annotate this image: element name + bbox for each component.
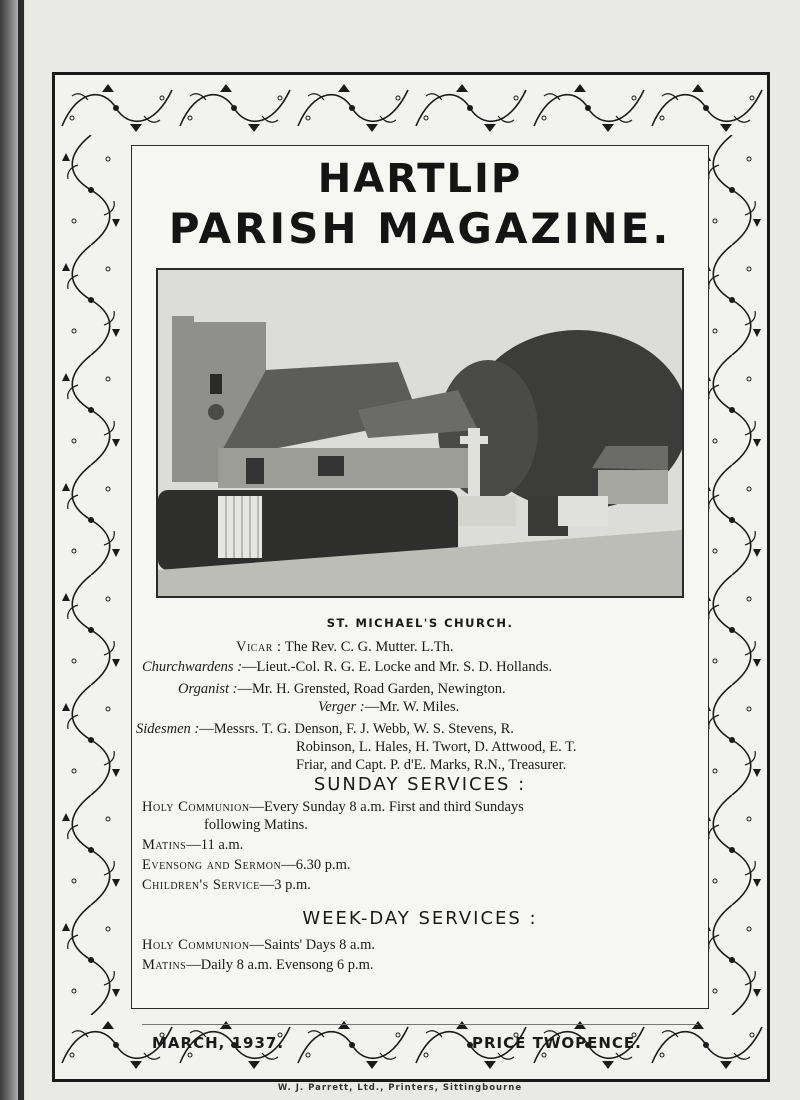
content-panel (131, 145, 709, 1052)
photo-caption: ST. MICHAEL'S CHURCH. (326, 616, 514, 630)
weekday-matins-label: Matins (142, 957, 187, 973)
vicar-line (236, 638, 454, 656)
churchwardens-label: Churchwardens : (142, 659, 243, 675)
church-photograph (156, 268, 684, 598)
floral-ornament-top (58, 78, 764, 138)
sidesmen-names-3: Friar, and Capt. P. d'E. Marks, R.N., Treasurer. (296, 757, 567, 773)
vicar-label: Vicar : (236, 639, 282, 655)
issue-date: MARCH, 1937. (152, 1034, 285, 1052)
weekday-matins-times: —Daily 8 a.m. Evensong 6 p.m. (186, 957, 374, 973)
organist-line (178, 680, 506, 698)
childrens-service-line (142, 876, 311, 894)
sunday-evensong-line (142, 856, 351, 874)
weekday-matins-line (142, 956, 374, 974)
childrens-service-label: Children's Service (142, 877, 260, 893)
masthead-line-2: PARISH MAGAZINE. (168, 204, 672, 253)
sunday-holy-communion-label: Holy Communion (142, 799, 250, 815)
sidesmen-label: Sidesmen : (136, 721, 200, 737)
vicar-name: The Rev. C. G. Mutter. L.Th. (284, 639, 454, 655)
sunday-matins-label: Matins (142, 837, 187, 853)
weekday-holy-communion-line (142, 936, 375, 954)
organist-label: Organist : (178, 681, 238, 697)
page-edge (18, 0, 24, 1100)
sunday-holy-communion-times: —Every Sunday 8 a.m. First and third Sundays (249, 799, 524, 815)
verger-name: —Mr. W. Miles. (364, 699, 460, 715)
sunday-holy-communion-line (142, 798, 524, 816)
sunday-matins-time: —11 a.m. (186, 837, 244, 853)
sidesmen-line-1 (136, 720, 514, 738)
printer-imprint: W. J. Parrett, Ltd., Printers, Sittingbourne (277, 1083, 523, 1093)
sidesmen-names-1: —Messrs. T. G. Denson, F. J. Webb, W. S. Stevens, R. (199, 721, 514, 737)
weekday-holy-communion-times: —Saints' Days 8 a.m. (249, 937, 375, 953)
ornamental-border-frame (52, 72, 770, 1082)
churchwardens-names: —Lieut.-Col. R. G. E. Locke and Mr. S. D. Hollands. (242, 659, 553, 675)
weekday-services-heading: WEEK-DAY SERVICES : (302, 908, 538, 929)
churchwardens-line (142, 658, 552, 676)
sunday-evensong-label: Evensong and Sermon (142, 857, 282, 873)
sunday-services-heading: SUNDAY SERVICES : (313, 774, 527, 795)
childrens-service-time: —3 p.m. (259, 877, 311, 893)
sunday-matins-line (142, 836, 243, 854)
verger-label: Verger : (318, 699, 365, 715)
verger-line (318, 698, 459, 716)
masthead-line-1: HARTLIP (317, 156, 523, 202)
sunday-evensong-time: —6.30 p.m. (281, 857, 351, 873)
footer-rule (142, 1024, 698, 1025)
organist-name: —Mr. H. Grensted, Road Garden, Newington. (237, 681, 506, 697)
sunday-holy-communion-cont: following Matins. (204, 817, 308, 833)
price: PRICE TWOPENCE. (472, 1034, 642, 1052)
floral-ornament-left (58, 135, 124, 1015)
sidesmen-names-2: Robinson, L. Hales, H. Twort, D. Attwood, E. T. (296, 739, 577, 755)
weekday-holy-communion-label: Holy Communion (142, 937, 250, 953)
